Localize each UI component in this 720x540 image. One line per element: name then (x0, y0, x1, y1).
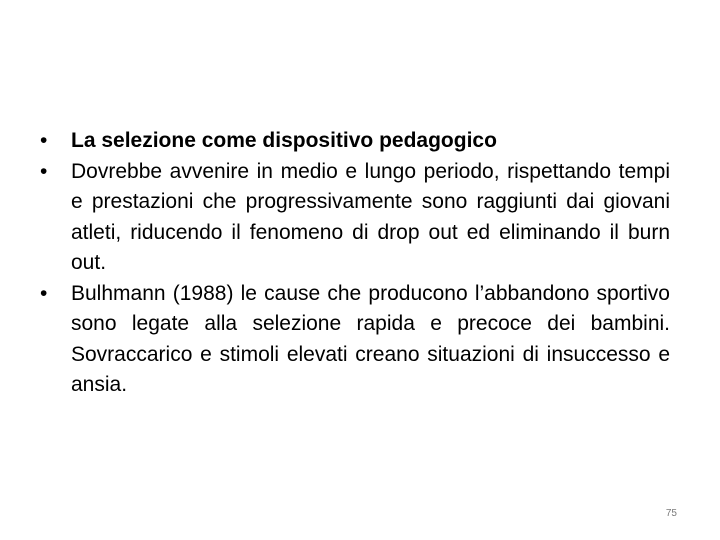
bullet-text: La selezione come dispositivo pedagogico (71, 129, 497, 152)
slide-content (38, 126, 670, 401)
bullet-list (38, 126, 670, 401)
bullet-text: Dovrebbe avvenire in medio e lungo periodo, rispettando tempi e prestazioni che progressivamente sono raggiunti dai giovani atleti, riducendo il fenomeno di drop out ed eliminando il burn out. (71, 159, 670, 274)
bullet-icon: • (40, 159, 48, 183)
page-number: 75 (665, 508, 677, 519)
bullet-item-title (38, 126, 670, 157)
bullet-text: Bulhmann (1988) le cause che producono l’abbandono sportivo sono legate alla selezione rapida e precoce dei bambini. Sovraccarico e stimoli elevati creano situazioni di insuccesso e ansia. (71, 281, 670, 396)
bullet-item-period (38, 157, 670, 279)
bullet-icon: • (40, 129, 48, 152)
bullet-icon: • (40, 281, 48, 305)
bullet-item-bulhmann (38, 279, 670, 401)
